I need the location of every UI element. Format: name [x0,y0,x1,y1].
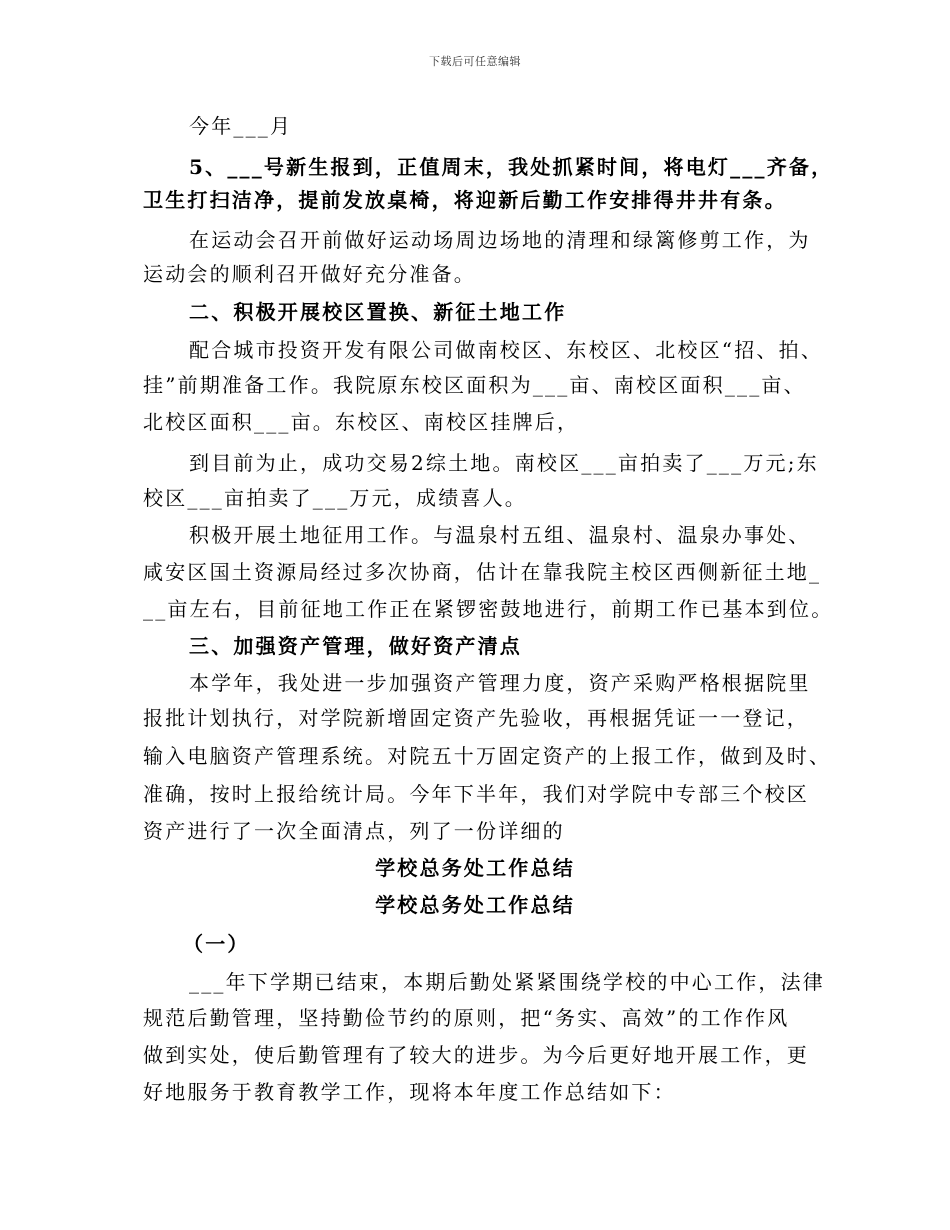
paragraph-line: 卫生打扫洁净，提前发放桌椅，将迎新后勤工作安排得井井有条。 [143,188,787,212]
paragraph-line: 北校区面积___亩。东校区、南校区挂牌后， [143,410,580,434]
document-title: 学校总务处工作总结 [375,893,575,917]
paragraph-line: 挂”前期准备工作。我院原东校区面积为___亩、南校区面积___亩、 [143,373,806,397]
paragraph-line: 做到实处，使后勤管理有了较大的进步。为今后更好地开展工作，更 [143,1043,809,1067]
paragraph-line: 在运动会召开前做好运动场周边场地的清理和绿篱修剪工作，为 [189,228,811,252]
section-heading: 三、加强资产管理，做好资产清点 [189,634,522,658]
paragraph-line: 好地服务于教育教学工作，现将本年度工作总结如下： [143,1080,676,1104]
paragraph-line: __亩左右，目前征地工作正在紧锣密鼓地进行，前期工作已基本到位。 [143,597,834,621]
paragraph-line: 资产进行了一次全面清点，列了一份详细的 [143,819,565,843]
paragraph-line: 配合城市投资开发有限公司做南校区、东校区、北校区“招、拍、 [189,338,824,362]
paragraph-line: 积极开展土地征用工作。与温泉村五组、温泉村、温泉办事处、 [189,523,811,547]
paragraph-line: 到目前为止，成功交易2综土地。南校区___亩拍卖了___万元;东 [189,451,819,475]
section-heading: 二、积极开展校区置换、新征土地工作 [189,300,567,324]
section-number: （一） [183,932,250,956]
page-header: 下载后可任意编辑 [429,55,521,68]
paragraph-line: ___年下学期已结束，本期后勤处紧紧围绕学校的中心工作，法律 [189,970,825,994]
paragraph-line: 输入电脑资产管理系统。对院五十万固定资产的上报工作，做到及时、 [143,744,832,768]
paragraph-line: 5、___号新生报到，正值周末，我处抓紧时间，将电灯___齐备， [189,155,834,179]
paragraph-line: 报批计划执行，对学院新增固定资产先验收，再根据凭证一一登记， [143,706,809,730]
paragraph-line: 本学年，我处进一步加强资产管理力度，资产采购严格根据院里 [189,671,811,695]
paragraph-line: 校区___亩拍卖了___万元，成绩喜人。 [143,486,527,510]
document-title: 学校总务处工作总结 [375,856,575,880]
paragraph-line: 今年___月 [189,114,293,138]
paragraph-line: 规范后勤管理，坚持勤俭节约的原则，把“务实、高效”的工作作风 [143,1006,790,1030]
paragraph-line: 咸安区国土资源局经过多次协商，估计在靠我院主校区西侧新征土地_ [143,560,822,584]
paragraph-line: 准确，按时上报给统计局。今年下半年，我们对学院中专部三个校区 [143,782,809,806]
paragraph-line: 运动会的顺利召开做好充分准备。 [143,262,476,286]
